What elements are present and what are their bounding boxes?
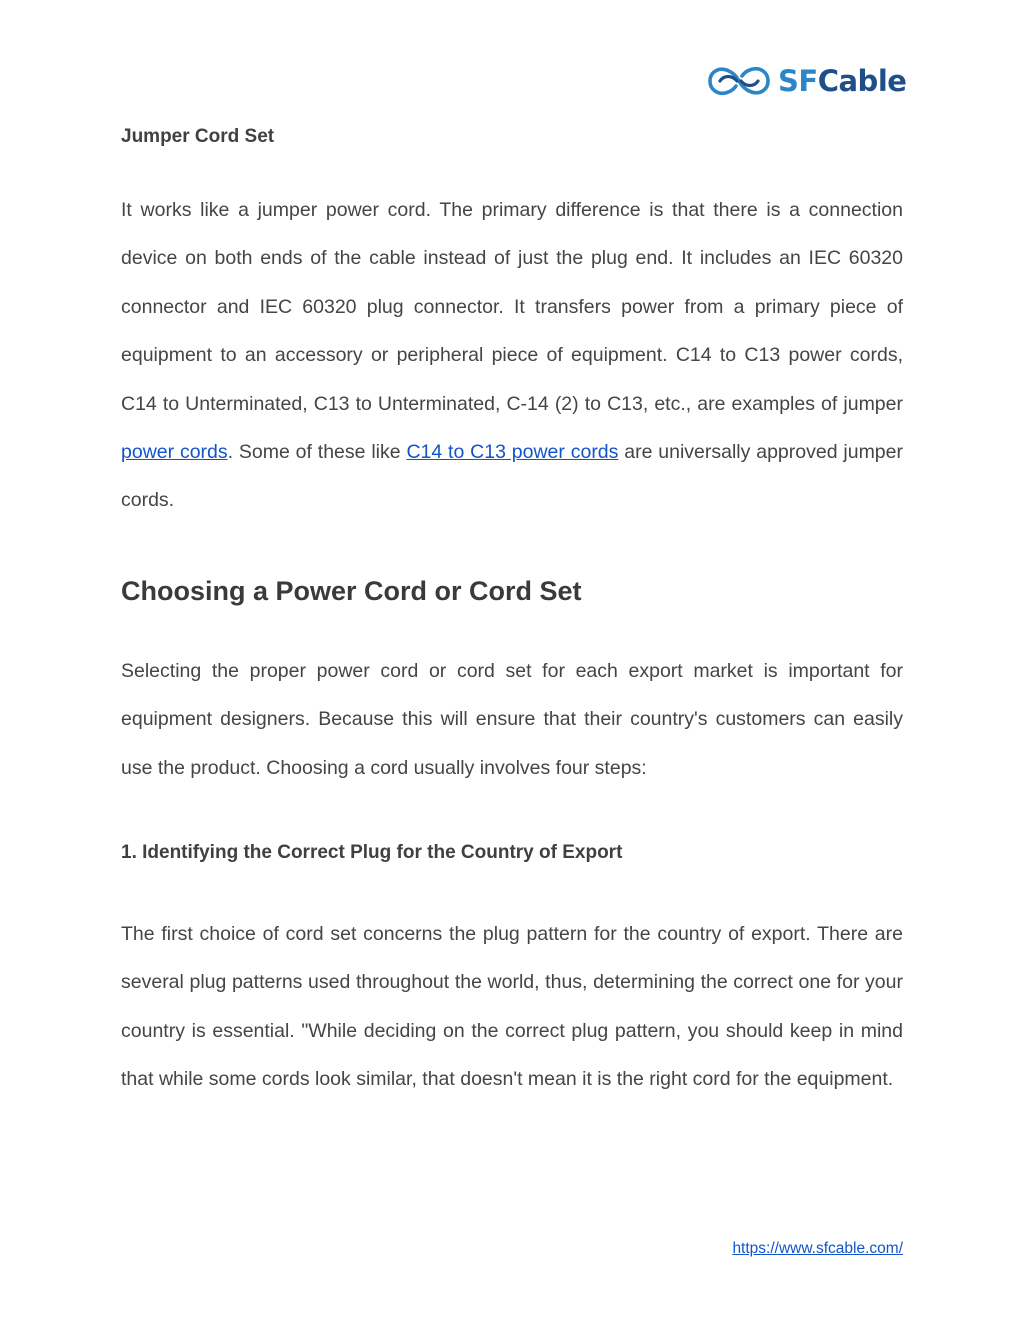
para-text: It works like a jumper power cord. The primary difference is that there is a connection device on both ends of the cable instead of just the plug end. It includes an IEC 60320 connector and IEC 60320 plug connector. It transfers power from a primary piece of equipment to an accessory or peripheral piece of equipment. C14 to C13 power cords, C14 to Unterminated, C13 to Unterminated, C-14 (2) to C13, etc., are examples of jumper [121,199,903,415]
para-text: . Some of these like [227,441,407,464]
footer-website-link[interactable]: https://www.sfcable.com/ [732,1240,903,1257]
infinity-link-icon [706,61,772,101]
main-content [121,118,903,1104]
power-cords-link[interactable]: power cords [121,441,228,464]
para-text: are universally approved jumper cords. [121,441,903,512]
sfcable-logo[interactable] [706,60,906,102]
section-heading-identifying-plug: 1. Identifying the Correct Plug for the Country of Export [121,842,623,864]
identifying-plug-paragraph: The first choice of cord set concerns the plug pattern for the country of export. There are several plug patterns used throughout the world, thus, determining the correct one for your country is essential. "While deciding on the correct plug pattern, you should keep in mind that while some cords look similar, that doesn't mean it is the right cord for the equipment. [121,923,903,1091]
jumper-cord-paragraph [121,186,903,525]
section-heading-jumper-cord-set: Jumper Cord Set [121,126,275,147]
logo-wordmark: SFCable [778,64,907,98]
section-heading-choosing-power-cord: Choosing a Power Cord or Cord Set [121,575,582,606]
choosing-cord-paragraph: Selecting the proper power cord or cord set for each export market is important for equipment designers. Because this will ensure that their country's customers can easily use the product. Choosing a cord usually involves four steps: [121,659,903,779]
c14-to-c13-power-cords-link[interactable]: C14 to C13 power cords [406,441,619,464]
